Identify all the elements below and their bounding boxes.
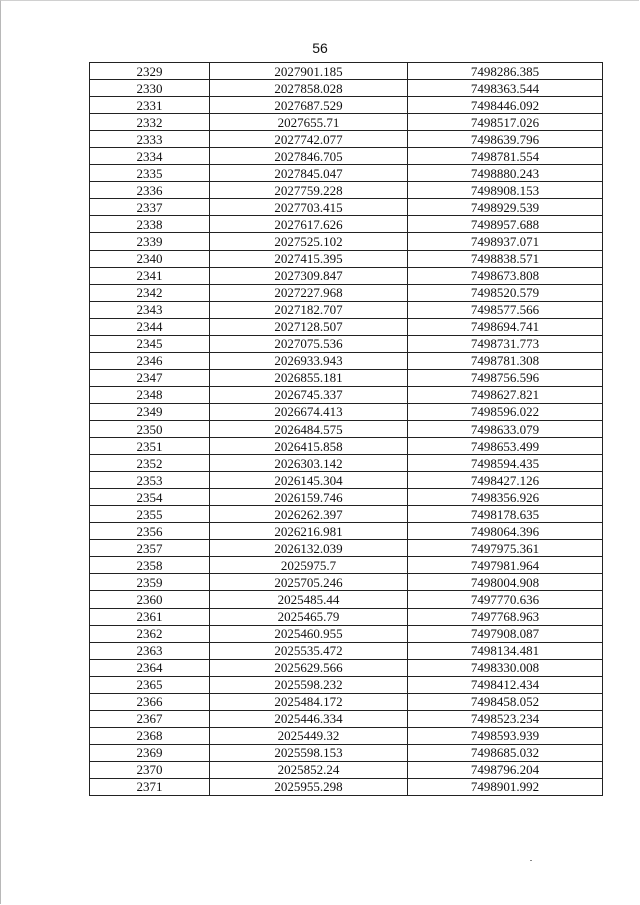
table-row (90, 114, 603, 131)
x-coordinate-cell: 2027617.626 (210, 216, 408, 233)
x-coordinate-cell: 2026262.397 (210, 506, 408, 523)
point-number-cell: 2351 (90, 438, 210, 455)
point-number-cell: 2341 (90, 267, 210, 284)
table-row (90, 182, 603, 199)
table-row (90, 199, 603, 216)
point-number-cell: 2344 (90, 318, 210, 335)
x-coordinate-cell: 2025446.334 (210, 710, 408, 727)
y-coordinate-cell: 7498363.544 (408, 80, 603, 97)
table-row (90, 216, 603, 233)
y-coordinate-cell: 7498673.808 (408, 267, 603, 284)
table-row (90, 710, 603, 727)
point-number-cell: 2340 (90, 250, 210, 267)
y-coordinate-cell: 7498178.635 (408, 506, 603, 523)
y-coordinate-cell: 7498908.153 (408, 182, 603, 199)
point-number-cell: 2331 (90, 97, 210, 114)
point-number-cell: 2347 (90, 369, 210, 386)
x-coordinate-cell: 2025852.24 (210, 761, 408, 778)
point-number-cell: 2350 (90, 420, 210, 437)
point-number-cell: 2337 (90, 199, 210, 216)
table-row (90, 165, 603, 182)
table-row (90, 540, 603, 557)
point-number-cell: 2334 (90, 148, 210, 165)
point-number-cell: 2329 (90, 63, 210, 80)
y-coordinate-cell: 7498796.204 (408, 761, 603, 778)
table-row (90, 608, 603, 625)
x-coordinate-cell: 2027415.395 (210, 250, 408, 267)
table-row (90, 148, 603, 165)
point-number-cell: 2369 (90, 744, 210, 761)
x-coordinate-cell: 2026132.039 (210, 540, 408, 557)
point-number-cell: 2362 (90, 625, 210, 642)
table-row (90, 438, 603, 455)
table-row (90, 80, 603, 97)
point-number-cell: 2364 (90, 659, 210, 676)
x-coordinate-cell: 2026159.746 (210, 489, 408, 506)
point-number-cell: 2371 (90, 778, 210, 795)
x-coordinate-cell: 2027655.71 (210, 114, 408, 131)
x-coordinate-cell: 2025975.7 (210, 557, 408, 574)
y-coordinate-cell: 7498781.554 (408, 148, 603, 165)
x-coordinate-cell: 2027846.705 (210, 148, 408, 165)
y-coordinate-cell: 7498427.126 (408, 472, 603, 489)
point-number-cell: 2333 (90, 131, 210, 148)
table-row (90, 386, 603, 403)
table-row (90, 574, 603, 591)
x-coordinate-cell: 2025484.172 (210, 693, 408, 710)
point-number-cell: 2338 (90, 216, 210, 233)
x-coordinate-cell: 2026674.413 (210, 403, 408, 420)
coordinates-table-body (90, 63, 603, 796)
point-number-cell: 2342 (90, 284, 210, 301)
x-coordinate-cell: 2026145.304 (210, 472, 408, 489)
y-coordinate-cell: 7498627.821 (408, 386, 603, 403)
point-number-cell: 2345 (90, 335, 210, 352)
y-coordinate-cell: 7497975.361 (408, 540, 603, 557)
y-coordinate-cell: 7498330.008 (408, 659, 603, 676)
x-coordinate-cell: 2027759.228 (210, 182, 408, 199)
point-number-cell: 2355 (90, 506, 210, 523)
y-coordinate-cell: 7498756.596 (408, 369, 603, 386)
x-coordinate-cell: 2026933.943 (210, 352, 408, 369)
y-coordinate-cell: 7498523.234 (408, 710, 603, 727)
point-number-cell: 2365 (90, 676, 210, 693)
y-coordinate-cell: 7498653.499 (408, 438, 603, 455)
y-coordinate-cell: 7498517.026 (408, 114, 603, 131)
x-coordinate-cell: 2027525.102 (210, 233, 408, 250)
x-coordinate-cell: 2027845.047 (210, 165, 408, 182)
table-row (90, 97, 603, 114)
table-row (90, 625, 603, 642)
point-number-cell: 2360 (90, 591, 210, 608)
x-coordinate-cell: 2027703.415 (210, 199, 408, 216)
y-coordinate-cell: 7498412.434 (408, 676, 603, 693)
point-number-cell: 2367 (90, 710, 210, 727)
y-coordinate-cell: 7498458.052 (408, 693, 603, 710)
y-coordinate-cell: 7497981.964 (408, 557, 603, 574)
x-coordinate-cell: 2025465.79 (210, 608, 408, 625)
table-row (90, 352, 603, 369)
point-number-cell: 2349 (90, 403, 210, 420)
point-number-cell: 2366 (90, 693, 210, 710)
x-coordinate-cell: 2025485.44 (210, 591, 408, 608)
y-coordinate-cell: 7498731.773 (408, 335, 603, 352)
table-row (90, 250, 603, 267)
point-number-cell: 2357 (90, 540, 210, 557)
x-coordinate-cell: 2027687.529 (210, 97, 408, 114)
y-coordinate-cell: 7498134.481 (408, 642, 603, 659)
y-coordinate-cell: 7498685.032 (408, 744, 603, 761)
table-row (90, 642, 603, 659)
y-coordinate-cell: 7498694.741 (408, 318, 603, 335)
point-number-cell: 2339 (90, 233, 210, 250)
y-coordinate-cell: 7498639.796 (408, 131, 603, 148)
y-coordinate-cell: 7498901.992 (408, 778, 603, 795)
x-coordinate-cell: 2026855.181 (210, 369, 408, 386)
x-coordinate-cell: 2027742.077 (210, 131, 408, 148)
x-coordinate-cell: 2027182.707 (210, 301, 408, 318)
page-number: 56 (312, 40, 328, 56)
table-row (90, 778, 603, 795)
y-coordinate-cell: 7498004.908 (408, 574, 603, 591)
point-number-cell: 2343 (90, 301, 210, 318)
table-row (90, 489, 603, 506)
table-row (90, 455, 603, 472)
point-number-cell: 2368 (90, 727, 210, 744)
table-row (90, 284, 603, 301)
y-coordinate-cell: 7497908.087 (408, 625, 603, 642)
table-row (90, 318, 603, 335)
point-number-cell: 2354 (90, 489, 210, 506)
point-number-cell: 2361 (90, 608, 210, 625)
table-row (90, 369, 603, 386)
x-coordinate-cell: 2027901.185 (210, 63, 408, 80)
scan-mark (530, 860, 532, 861)
x-coordinate-cell: 2027858.028 (210, 80, 408, 97)
y-coordinate-cell: 7498593.939 (408, 727, 603, 744)
point-number-cell: 2336 (90, 182, 210, 199)
table-row (90, 301, 603, 318)
point-number-cell: 2359 (90, 574, 210, 591)
table-row (90, 761, 603, 778)
y-coordinate-cell: 7498957.688 (408, 216, 603, 233)
y-coordinate-cell: 7497770.636 (408, 591, 603, 608)
y-coordinate-cell: 7498880.243 (408, 165, 603, 182)
point-number-cell: 2353 (90, 472, 210, 489)
x-coordinate-cell: 2025955.298 (210, 778, 408, 795)
point-number-cell: 2358 (90, 557, 210, 574)
y-coordinate-cell: 7498064.396 (408, 523, 603, 540)
y-coordinate-cell: 7498781.308 (408, 352, 603, 369)
y-coordinate-cell: 7498356.926 (408, 489, 603, 506)
table-row (90, 472, 603, 489)
point-number-cell: 2335 (90, 165, 210, 182)
table-row (90, 693, 603, 710)
table-row (90, 233, 603, 250)
point-number-cell: 2330 (90, 80, 210, 97)
x-coordinate-cell: 2027227.968 (210, 284, 408, 301)
x-coordinate-cell: 2026484.575 (210, 420, 408, 437)
table-row (90, 420, 603, 437)
y-coordinate-cell: 7498594.435 (408, 455, 603, 472)
table-row (90, 523, 603, 540)
table-row (90, 506, 603, 523)
point-number-cell: 2346 (90, 352, 210, 369)
y-coordinate-cell: 7498286.385 (408, 63, 603, 80)
x-coordinate-cell: 2026303.142 (210, 455, 408, 472)
y-coordinate-cell: 7498520.579 (408, 284, 603, 301)
point-number-cell: 2352 (90, 455, 210, 472)
x-coordinate-cell: 2026415.858 (210, 438, 408, 455)
x-coordinate-cell: 2025705.246 (210, 574, 408, 591)
x-coordinate-cell: 2025460.955 (210, 625, 408, 642)
table-row (90, 591, 603, 608)
x-coordinate-cell: 2025598.153 (210, 744, 408, 761)
y-coordinate-cell: 7498577.566 (408, 301, 603, 318)
x-coordinate-cell: 2026216.981 (210, 523, 408, 540)
x-coordinate-cell: 2025449.32 (210, 727, 408, 744)
table-row (90, 403, 603, 420)
table-row (90, 131, 603, 148)
y-coordinate-cell: 7498446.092 (408, 97, 603, 114)
y-coordinate-cell: 7497768.963 (408, 608, 603, 625)
table-row (90, 63, 603, 80)
x-coordinate-cell: 2026745.337 (210, 386, 408, 403)
point-number-cell: 2370 (90, 761, 210, 778)
table-row (90, 727, 603, 744)
x-coordinate-cell: 2027309.847 (210, 267, 408, 284)
x-coordinate-cell: 2025535.472 (210, 642, 408, 659)
table-row (90, 744, 603, 761)
x-coordinate-cell: 2027075.536 (210, 335, 408, 352)
table-row (90, 267, 603, 284)
y-coordinate-cell: 7498929.539 (408, 199, 603, 216)
x-coordinate-cell: 2025598.232 (210, 676, 408, 693)
point-number-cell: 2356 (90, 523, 210, 540)
x-coordinate-cell: 2027128.507 (210, 318, 408, 335)
y-coordinate-cell: 7498633.079 (408, 420, 603, 437)
point-number-cell: 2348 (90, 386, 210, 403)
table-row (90, 557, 603, 574)
y-coordinate-cell: 7498596.022 (408, 403, 603, 420)
table-row (90, 335, 603, 352)
point-number-cell: 2332 (90, 114, 210, 131)
y-coordinate-cell: 7498838.571 (408, 250, 603, 267)
table-row (90, 676, 603, 693)
x-coordinate-cell: 2025629.566 (210, 659, 408, 676)
coordinates-table (89, 62, 603, 796)
y-coordinate-cell: 7498937.071 (408, 233, 603, 250)
point-number-cell: 2363 (90, 642, 210, 659)
table-row (90, 659, 603, 676)
